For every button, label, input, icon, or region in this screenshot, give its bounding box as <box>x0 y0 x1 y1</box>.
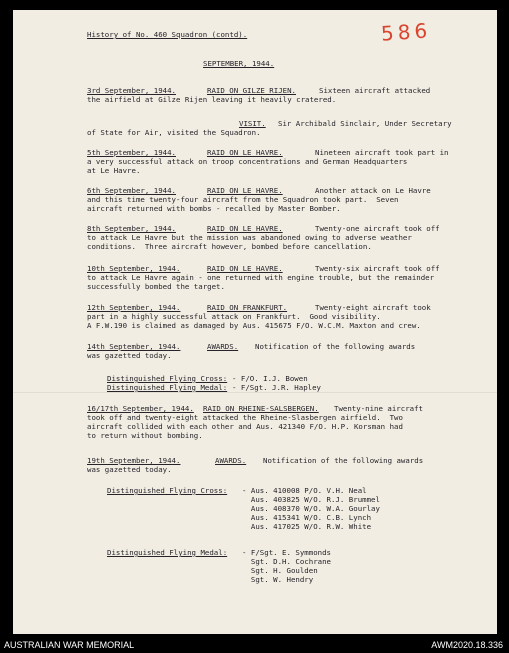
entry-text: of State for Air, visited the Squadron. <box>87 128 261 137</box>
entry-title: RAID ON RHEINE-SALSBERGEN. <box>203 404 319 413</box>
entry-date: 5th September, 1944. <box>87 148 176 157</box>
award-list-item: Sgt. H. Goulden <box>242 566 318 575</box>
award-list-item: Aus. 403825 W/O. R.J. Brummel <box>242 495 380 504</box>
entry-text: conditions. Three aircraft however, bombed before cancellation. <box>87 242 372 251</box>
award-name: - F/Sgt. J.R. Hapley <box>232 383 321 392</box>
page-header: History of No. 460 Squadron (contd). <box>87 30 248 39</box>
entry-title: RAID ON LE HAVRE. <box>207 186 283 195</box>
entry-date: 14th September, 1944. <box>87 342 181 351</box>
award-list-item: Sgt. W. Hendry <box>242 575 314 584</box>
award-list-item: - Aus. 410008 P/O. V.H. Neal <box>242 486 367 495</box>
entry-text: successfully bombed the target. <box>87 282 225 291</box>
entry-text: Sir Archibald Sinclair, Under Secretary <box>278 119 452 128</box>
entry-date: 8th September, 1944. <box>87 224 176 233</box>
entry-text: Twenty-six aircraft took off <box>315 264 440 273</box>
entry-date: 6th September, 1944. <box>87 186 176 195</box>
footer-source: AUSTRALIAN WAR MEMORIAL <box>4 640 135 650</box>
entry-text: and this time twenty-four aircraft from the Squadron took part. Seven <box>87 195 399 204</box>
month-heading: SEPTEMBER, 1944. <box>203 59 275 68</box>
footer-bar <box>0 638 509 653</box>
entry-text: Twenty-eight aircraft took <box>315 303 431 312</box>
entry-text: aircraft returned with bombs - recalled by Master Bomber. <box>87 204 341 213</box>
entry-title: VISIT. <box>239 119 266 128</box>
award-label-dfc: Distinguished Flying Cross: <box>107 374 228 383</box>
entry-title: RAID ON LE HAVRE. <box>207 264 283 273</box>
entry-title: AWARDS. <box>215 456 247 465</box>
entry-date: 16/17th September, 1944. <box>87 404 194 413</box>
entry-text: to attack Le Havre again - one returned with engine trouble, but the remainder <box>87 273 435 282</box>
entry-title: AWARDS. <box>207 342 239 351</box>
award-label-dfm: Distinguished Flying Medal: <box>107 548 228 557</box>
award-label-dfm: Distinguished Flying Medal: <box>107 383 228 392</box>
page-number-mark: 586 <box>380 18 432 46</box>
award-label-dfc: Distinguished Flying Cross: <box>107 486 228 495</box>
entry-text: was gazetted today. <box>87 465 172 474</box>
entry-text: the airfield at Gilze Rijen leaving it heavily cratered. <box>87 95 337 104</box>
entry-text: Twenty-nine aircraft <box>334 404 423 413</box>
award-list-item: - F/Sgt. E. Symmonds <box>242 548 331 557</box>
entry-title: RAID ON FRANKFURT. <box>207 303 288 312</box>
entry-date: 3rd September, 1944. <box>87 86 176 95</box>
entry-text: A F.W.190 is claimed as damaged by Aus. 415675 F/O. W.C.M. Maxton and crew. <box>87 321 421 330</box>
entry-date: 10th September, 1944. <box>87 264 181 273</box>
entry-text: aircraft collided with each other and Aus. 421340 F/O. H.P. Korsman had <box>87 422 403 431</box>
award-list-item: Aus. 408370 W/O. W.A. Gourlay <box>242 504 380 513</box>
entry-title: RAID ON LE HAVRE. <box>207 148 283 157</box>
award-list-item: Aus. 415341 W/O. C.B. Lynch <box>242 513 372 522</box>
footer-accession-number: AWM2020.18.336 <box>431 640 503 650</box>
entry-text: at Le Havre. <box>87 166 141 175</box>
entry-text: Notification of the following awards <box>263 456 424 465</box>
entry-text: part in a highly successful attack on Frankfurt. Good visibility. <box>87 312 381 321</box>
entry-text: to attack Le Havre but the mission was abandoned owing to adverse weather <box>87 233 412 242</box>
entry-title: RAID ON GILZE RIJEN. <box>207 86 296 95</box>
entry-text: a very successful attack on troop concentrations and German Headquarters <box>87 157 408 166</box>
entry-text: to return without bombing. <box>87 431 203 440</box>
fold-line <box>13 392 497 393</box>
entry-text: Twenty-one aircraft took off <box>315 224 440 233</box>
entry-text: Sixteen aircraft attacked <box>319 86 431 95</box>
entry-text: Notification of the following awards <box>255 342 416 351</box>
award-list-item: Sgt. D.H. Cochrane <box>242 557 331 566</box>
entry-date: 12th September, 1944. <box>87 303 181 312</box>
award-name: - F/O. I.J. Bowen <box>232 374 308 383</box>
entry-date: 19th September, 1944. <box>87 456 181 465</box>
entry-title: RAID ON LE HAVRE. <box>207 224 283 233</box>
entry-text: was gazetted today. <box>87 351 172 360</box>
entry-text: Another attack on Le Havre <box>315 186 431 195</box>
entry-text: Nineteen aircraft took part in <box>315 148 449 157</box>
award-list-item: Aus. 417025 W/O. R.W. White <box>242 522 372 531</box>
document-page <box>13 10 497 634</box>
entry-text: took off and twenty-eight attacked the Rheine-Slasbergen airfield. Two <box>87 413 403 422</box>
